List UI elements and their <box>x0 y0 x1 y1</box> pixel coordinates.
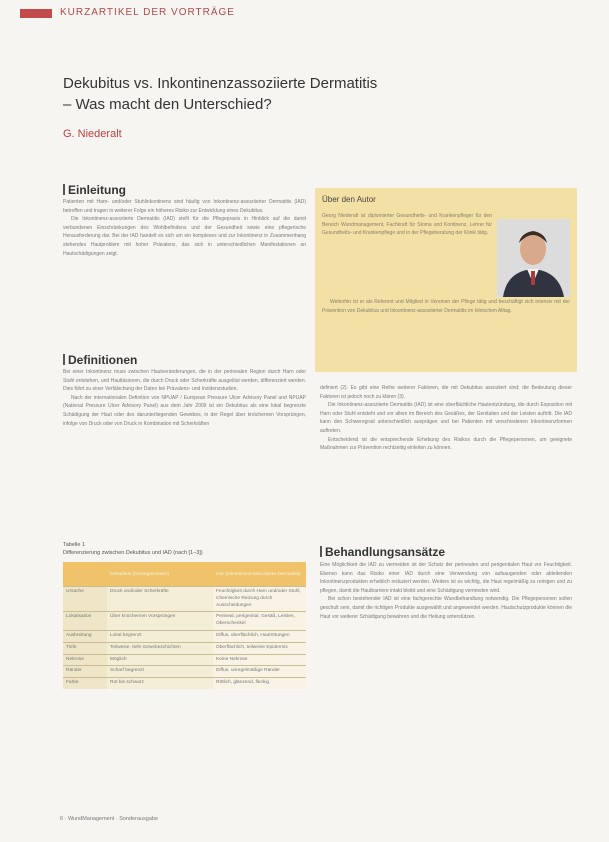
table-header-row <box>63 562 306 587</box>
author-bio-2: Weiterhin ist er als Referent und Mitglied in Vereinen der Pflege tätig und beschäftigt sich intensiv mit der Prävention von Dekubitus und Inkontinenz-assoziierter Dermatitis im klinischen Alltag. <box>322 299 570 314</box>
table-row <box>63 666 306 678</box>
definitionen-p4: Die Inkontinenz-assoziierte Dermatitis (IAD) ist eine oberflächliche Hautentzündung, die durch Exposition mit Harn oder Stuhl entsteht und vor allem im Bereich des Gesäßes, der Genitalien und der Leisten auftritt. Die IAD kann den Schweregrad unterschiedlich ausprägen und bei Patienten mit verschiedenen Inkontinenzformen auftreten. <box>320 402 572 434</box>
comparison-table <box>63 562 306 689</box>
table-cell: Oberflächlich, teilweise Epidermis <box>213 642 306 654</box>
definitionen-body-left <box>63 368 306 428</box>
title-line-1: Dekubitus vs. Inkontinenzassoziierte Dermatitis <box>63 75 378 92</box>
table-cell: Lokalisation <box>63 612 107 631</box>
table-cell: Druck und/oder Scherkräfte <box>107 587 213 612</box>
behandlung-body <box>320 561 572 621</box>
table-row <box>63 587 306 612</box>
table-cell: Ursache <box>63 587 107 612</box>
author-box-heading: Über den Autor <box>322 195 376 204</box>
table-cell: Tiefe <box>63 642 107 654</box>
table-cell: Über knöchernen Vorsprüngen <box>107 612 213 631</box>
einleitung-p1: Patienten mit Harn- und/oder Stuhlinkontinenz sind häufig von Inkontinenz-assoziierter Dermatitis (IAD) betroffen und tragen in weiterer Folge ein höheres Risiko zur Entwicklung eines Dekubitus. <box>63 199 306 214</box>
table-cell: Ausbreitung <box>63 630 107 642</box>
header-accent-bar <box>20 9 52 18</box>
author-bio: Georg Niederalt ist diplomierter Gesundheits- und Krankenpfleger für den Bereich Wundmanagement, Fachkraft für Stoma und Kontinenz, Lehrer für Gesundheits- und Krankenpflege und in der Pflegeberatung der Klinik tätig. <box>322 213 492 237</box>
table-cell: Scharf begrenzt <box>107 666 213 678</box>
table-cell: Rot bis schwarz <box>107 678 213 689</box>
table-cell: Diffus, oberflächlich, Hautrötungen <box>213 630 306 642</box>
table-cell: Ränder <box>63 666 107 678</box>
table-row <box>63 630 306 642</box>
table-cell: Teilweise, tiefe Gewebeschichten <box>107 642 213 654</box>
table-cell: Keine Nekrose <box>213 654 306 666</box>
table-cell: Farbe <box>63 678 107 689</box>
section-header-label: KURZARTIKEL DER VORTRÄGE <box>60 7 235 18</box>
heading-einleitung: Einleitung <box>63 183 126 197</box>
table-cell: Perineal, perigenital, Gesäß, Leisten, Oberschenkel <box>213 612 306 631</box>
article-author: G. Niederalt <box>63 128 122 140</box>
heading-definitionen: Definitionen <box>63 353 137 367</box>
definitionen-p2: Nach der internationalen Definition von NPUAP / European Pressure Ulcer Advisory Panel und NPUAP (National Pressure Ulcer Advisory Panel) aus dem Jahr 2009 ist ein Dekubitus als eine lokal begrenzte Schädigung der Haut oder des darunterliegenden Gewebes, in der Regel über knöchernen Vorsprüngen, infolge von Druck oder von Druck in Kombination mit Scherkräften <box>63 394 306 427</box>
table-cell: Möglich <box>107 654 213 666</box>
title-line-2: – Was macht den Unterschied? <box>63 96 272 113</box>
einleitung-body <box>63 198 306 258</box>
table-caption <box>63 541 203 557</box>
einleitung-p2: Die Inkontinenz-assoziierte Dermatitis (IAD) stellt für die Pflegepraxis in Hinblick auf die damit verbundenen Einschränkungen des Wohlbefindens und der Gesundheit sowie eine pflegerische Herausforderung dar. Bei der IAD handelt es sich um ein komplexes und zur Inkontinenz in Zusammenhang stehendes Hautproblem mit hoher Prävalenz, das sich in unterschiedlichen Manifestationen an Hautschädigungen zeigt. <box>63 216 306 257</box>
table-caption-label: Tabelle 1 <box>63 542 86 548</box>
table-row <box>63 678 306 689</box>
table-header-cell: IAD (Inkontinenz-assoziierte Dermatitis) <box>213 562 306 587</box>
page-footer: 6 · WundManagement · Sonderausgabe <box>60 816 159 822</box>
heading-behandlungsansaetze: Behandlungsansätze <box>320 545 445 559</box>
behandlung-p2: Bei schon bestehender IAD ist eine fachgerechte Wundbehandlung notwendig. Die Pflegepersonen sollen geschult sein, damit die richtigen Produkte ausgewählt und angewendet werden. Hautschutzprodukte können die Haut vor weiterer Schädigung bewahren und die Heilung unterstützen. <box>320 596 572 620</box>
definitionen-p5: Entscheidend ist die entsprechende Erhebung des Risikos durch die Pflegepersonen, um geeignete Maßnahmen zur Prävention rechtzeitig einleiten zu können. <box>320 436 572 452</box>
definitionen-body-right <box>320 384 572 453</box>
table-row <box>63 654 306 666</box>
table-cell: Diffus, unregelmäßige Ränder <box>213 666 306 678</box>
table-cell: Lokal begrenzt <box>107 630 213 642</box>
table-cell: Feuchtigkeit durch Harn und/oder Stuhl, Chemische Reizung durch Ausscheidungen <box>213 587 306 612</box>
author-photo <box>497 219 570 297</box>
table-caption-text: Differenzierung zwischen Dekubitus und IAD (nach [1–3]) <box>63 550 203 556</box>
article-title <box>63 73 423 115</box>
table-header-cell <box>63 562 107 587</box>
table-cell: Nekrose <box>63 654 107 666</box>
table-row <box>63 612 306 631</box>
definitionen-p1: Bei einer Inkontinenz muss zwischen Hautveränderungen, die in der perinealen Region durch Harn oder Stuhl entstehen, und Hautläsionen, die durch Druck oder Scherkräfte ausgelöst werden, differenziert werden. Dies führt zu einer Verfälschung der Daten bei Prävalenz- und Inzidenzstudien. <box>63 369 306 393</box>
table-row <box>63 642 306 654</box>
table-header-cell: Dekubitus (Druckgeschwür) <box>107 562 213 587</box>
table-cell: Rötlich, glänzend, fleckig <box>213 678 306 689</box>
behandlung-p1: Eine Möglichkeit die IAD zu vermeiden ist der Schutz der perinealen und perigenitalen Haut vor Feuchtigkeit. Ebenso kann das Risiko einer IAD durch eine Verwendung von aufsaugenden oder ableitenden Inkontinenzprodukten erheblich reduziert werden. Weiters ist es wichtig, die Haut regelmäßig zu reinigen und zu pflegen, damit die Hautbarriere intakt bleibt und eine Schädigung vermieden wird. <box>320 562 572 594</box>
definitionen-p3: definiert (2). Es gibt eine Reihe weiterer Faktoren, die mit Dekubitus assoziiert sind; die Bedeutung dieser Faktoren ist jedoch noch zu klären (3). <box>320 385 572 400</box>
